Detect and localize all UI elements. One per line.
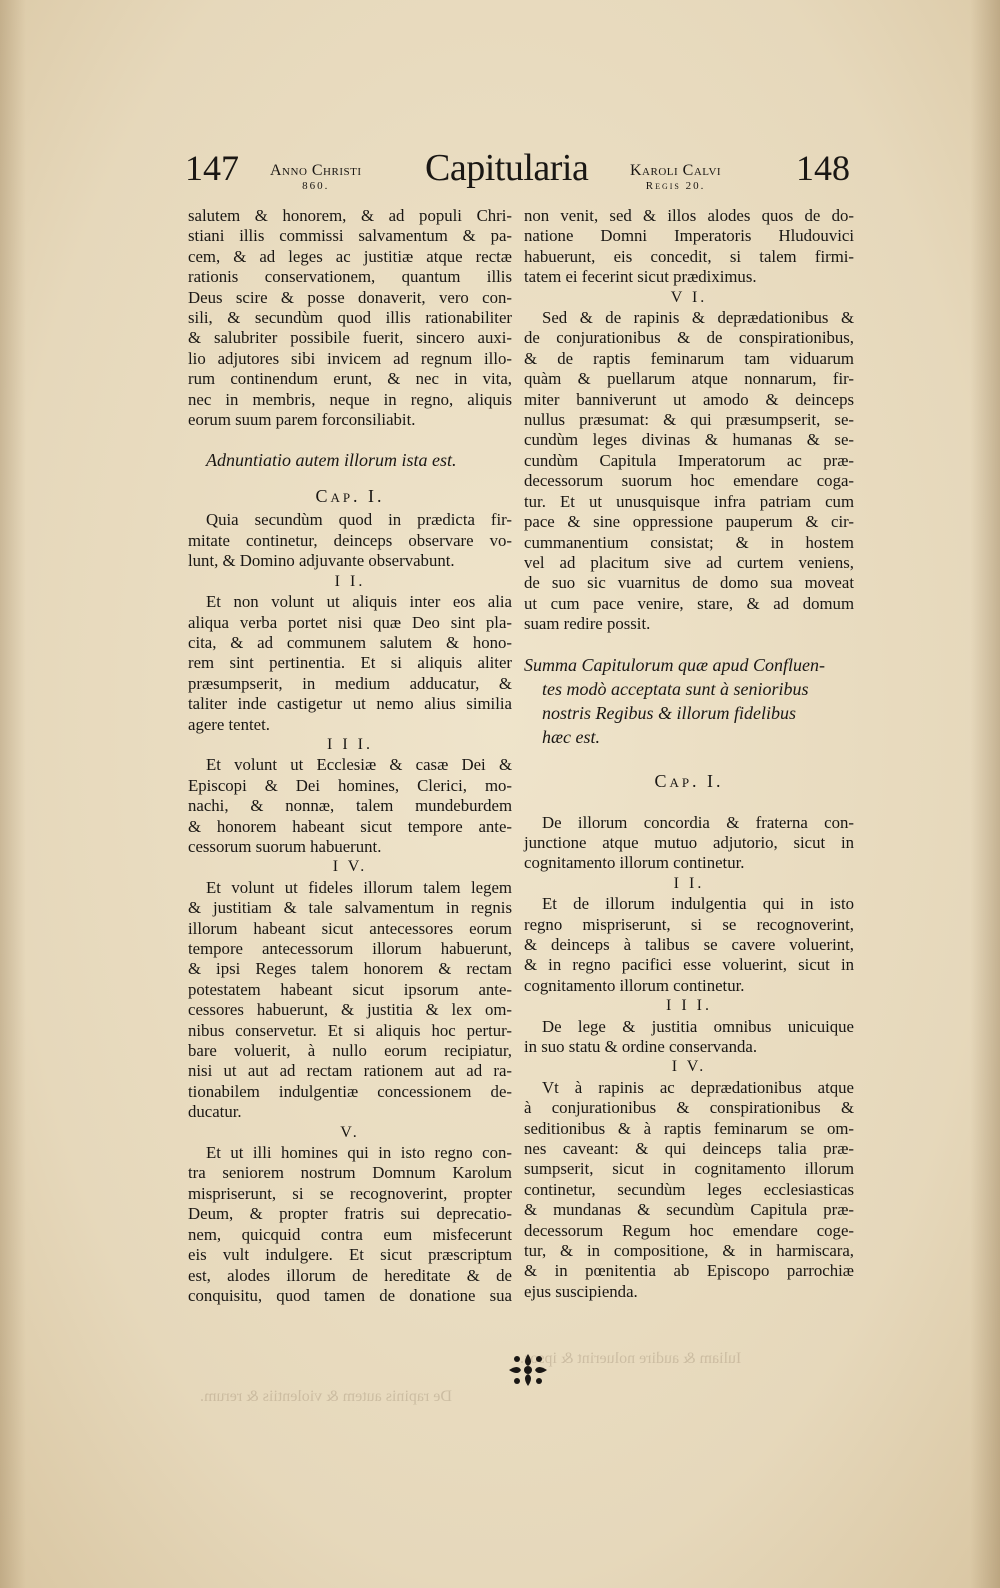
text-line: junctione atque mutuo adjutorio, sicut in bbox=[524, 832, 854, 852]
text-line: cita, & ad communem salutem & hono- bbox=[188, 632, 512, 652]
text-line: & in regno pacifici esse voluerint, sicut in bbox=[524, 955, 854, 975]
text-line: conquisitu, quod tamen de donatione sua bbox=[188, 1285, 512, 1305]
text-line: Vt à rapinis ac deprædationibus atque bbox=[542, 1077, 854, 1097]
page-number-right: 148 bbox=[796, 148, 850, 188]
chapter-numeral: V I. bbox=[670, 288, 708, 306]
paragraph bbox=[524, 813, 854, 874]
paragraph bbox=[188, 510, 512, 571]
text-line: tra seniorem nostrum Domnum Karolum bbox=[188, 1163, 512, 1183]
chapter-numeral: I V. bbox=[332, 858, 368, 876]
text-line: De lege & justitia omnibus unicuique bbox=[542, 1016, 854, 1036]
paragraph bbox=[188, 592, 512, 735]
text-line: pace & sine oppressione pauperum & cir- bbox=[524, 512, 854, 532]
text-line: nullus præsumat: & qui præsumpserit, se- bbox=[524, 410, 854, 430]
text-line: præsumpserit, in medium adducatur, & bbox=[188, 673, 512, 693]
chapter-numeral: V. bbox=[340, 1123, 360, 1141]
paragraph bbox=[188, 878, 512, 1123]
text-line: Deus scire & posse donaverit, vero con- bbox=[188, 287, 512, 307]
text-line: decessorum Regum hoc emendare coge- bbox=[524, 1220, 854, 1240]
chapter-numeral: I I I. bbox=[666, 997, 712, 1015]
text-line: eis vult indulgere. Et sicut præscriptum bbox=[188, 1245, 512, 1265]
text-line: cundùm Capitula Imperatorum ac præ- bbox=[524, 450, 854, 470]
text-line: miter banniverunt ut amodo & deinceps bbox=[524, 389, 854, 409]
text-line: Et ut illi homines qui in isto regno con- bbox=[206, 1143, 512, 1163]
text-line: habuerunt, eis concedit, si talem firmi- bbox=[524, 246, 854, 266]
text-line: De illorum concordia & fraterna con- bbox=[542, 812, 854, 832]
text-line: tatem ei fecerint sicut prædiximus. bbox=[524, 267, 757, 287]
text-line: illorum habeant sicut antecessores eorum bbox=[188, 918, 512, 938]
chapter-heading: Cap. I. bbox=[315, 486, 385, 507]
text-line: sili, & secundùm quod illis rationabiliter bbox=[188, 308, 512, 328]
text-line: cognitamento illorum continetur. bbox=[524, 975, 745, 995]
text-line: nachi, & nonnæ, talem mundeburdem bbox=[188, 796, 512, 816]
text-line: mitate continetur, deinceps observare vo- bbox=[188, 530, 512, 550]
text-line: & deinceps à talibus se cavere voluerint, bbox=[524, 934, 854, 954]
chapter-numeral: I I. bbox=[334, 572, 366, 590]
summary-heading bbox=[524, 653, 854, 749]
paragraph bbox=[188, 755, 512, 857]
text-line: & justitiam & tale salvamentum in regnis bbox=[188, 898, 512, 918]
text-line: tempore antecessorum illorum habuerunt, bbox=[188, 939, 512, 958]
paragraph bbox=[524, 1017, 854, 1058]
paragraph-continuation bbox=[188, 206, 512, 430]
text-line: rem sint pertinentia. Et si aliquis aliter bbox=[188, 653, 512, 673]
bleed-through-text: Iuliam & audire noluerint & ipsos. bbox=[520, 1350, 742, 1367]
text-line: de conjurationibus & de conspirationibus, bbox=[524, 328, 854, 348]
text-line: cessorum suorum habuerunt. bbox=[188, 836, 382, 856]
text-line: vel ad placitum sive ad curtem veniens, bbox=[524, 552, 854, 572]
heading-line: hæc est. bbox=[542, 726, 600, 747]
right-column bbox=[524, 206, 854, 1302]
text-line: & de raptis feminarum tam viduarum bbox=[524, 348, 854, 368]
text-line: bare voluerit, à nullo eorum recipiatur, bbox=[188, 1041, 512, 1061]
heading-line: Summa Capitulorum quæ apud Confluen- bbox=[524, 654, 826, 675]
text-line: Et volunt ut fideles illorum talem legem bbox=[206, 877, 512, 897]
text-line: mispriserunt, si se recognoverint, propter bbox=[188, 1183, 512, 1203]
text-line: cognitamento illorum continetur. bbox=[524, 853, 745, 873]
text-line: nes caveant: & qui deinceps talia præ- bbox=[524, 1139, 854, 1159]
text-line: stiani illis commissi salvamentum & pa- bbox=[188, 226, 512, 246]
text-line: & ipsi Reges talem honorem & rectam bbox=[188, 959, 512, 979]
text-line: cessores habuerunt, & justitia & lex om- bbox=[188, 1000, 512, 1020]
text-line: aliqua verba portet nisi quæ Deo sint pla- bbox=[188, 612, 512, 632]
left-column bbox=[188, 206, 512, 1306]
header-year-value: 860. bbox=[302, 180, 330, 192]
text-line: tur. Et ut unusquisque infra patriam cum bbox=[524, 491, 854, 511]
text-line: salutem & honorem, & ad populi Chri- bbox=[188, 206, 512, 225]
chapter-heading: Cap. I. bbox=[654, 770, 724, 791]
text-line: lio adjutores sibi invicem ad regnum illo- bbox=[188, 348, 512, 368]
header-king-name: Karoli Calvi bbox=[630, 162, 722, 179]
text-line: rum continendum erunt, & nec in vita, bbox=[188, 369, 512, 389]
header-year bbox=[270, 162, 362, 192]
text-line: ejus suscipienda. bbox=[524, 1281, 638, 1301]
text-line: rationis conservationem, quantum illis bbox=[188, 267, 512, 287]
text-line: continetur, secundùm leges ecclesiasticas bbox=[524, 1179, 854, 1199]
text-line: suam redire possit. bbox=[524, 614, 651, 634]
text-line: est, alodes illorum de hereditate & de bbox=[188, 1265, 512, 1285]
paragraph-continuation bbox=[524, 206, 854, 288]
text-line: de suo sic vuarnitus de domo sua moveat bbox=[524, 573, 854, 593]
text-line: & mundanas & secundùm Capitula præ- bbox=[524, 1200, 854, 1220]
text-line: Sed & de rapinis & deprædationibus & bbox=[542, 308, 854, 328]
bleed-through-text: De rapinis autem & violentiis & rerum. bbox=[200, 1388, 452, 1405]
text-line: in suo statu & ordine conservanda. bbox=[524, 1037, 758, 1056]
header-king bbox=[630, 162, 721, 192]
text-line: cem, & ad leges ac justitiæ atque rectæ bbox=[188, 246, 512, 266]
chapter-numeral: I I I. bbox=[327, 735, 373, 753]
text-line: potestatem habeant sicut ipsorum ante- bbox=[188, 979, 512, 999]
text-line: agere tentet. bbox=[188, 714, 270, 734]
text-line: cundùm leges divinas & humanas & se- bbox=[524, 430, 854, 450]
text-line: & salubriter possibile fuerit, sincero auxi- bbox=[188, 328, 512, 348]
page-number-left: 147 bbox=[185, 148, 239, 188]
text-line: à conjurationibus & conspirationibus & bbox=[524, 1098, 854, 1118]
text-line: & in pœnitentia ab Episcopo parrochiæ bbox=[524, 1261, 854, 1281]
text-line: seditionibus & à raptis feminarum se om- bbox=[524, 1118, 854, 1138]
text-line: cummanentium consistat; & in hostem bbox=[524, 532, 854, 552]
chapter-numeral: I I. bbox=[673, 874, 705, 892]
header-year-label: Anno Christi bbox=[270, 162, 362, 179]
text-line: ducatur. bbox=[188, 1102, 242, 1122]
text-line: nisi ut aut ad rectam rationem aut ad ra- bbox=[188, 1061, 512, 1081]
text-line: tur, & in compositione, & in harmiscara, bbox=[524, 1241, 854, 1261]
text-line: nibus conservetur. Et si aliquis hoc pertur- bbox=[188, 1020, 512, 1040]
text-line: eorum suum parem forconsiliabit. bbox=[188, 410, 416, 430]
text-line: non venit, sed & illos alodes quos de do- bbox=[524, 206, 854, 225]
header-king-regnal-year: Regis 20. bbox=[645, 180, 706, 192]
text-line: lunt, & Domino adjuvante observabunt. bbox=[188, 551, 455, 571]
paragraph bbox=[524, 308, 854, 635]
text-line: taliter inde castigetur ut nemo alius similia bbox=[188, 694, 512, 714]
text-line: Quia secundùm quod in prædicta fir- bbox=[206, 510, 512, 530]
paragraph bbox=[188, 1143, 512, 1306]
heading-line: nostris Regibus & illorum fidelibus bbox=[542, 702, 797, 723]
chapter-numeral: I V. bbox=[671, 1058, 707, 1076]
paragraph bbox=[524, 1078, 854, 1302]
paragraph bbox=[524, 894, 854, 996]
text-line: quàm & puellarum atque nonnarum, fir- bbox=[524, 369, 854, 389]
text-line: Episcopi & Dei homines, Clerici, mo- bbox=[188, 775, 512, 795]
text-line: & honorem habeant sicut tempore ante- bbox=[188, 816, 512, 836]
text-line: Et de illorum indulgentia qui in isto bbox=[542, 894, 854, 914]
text-line: nem, quicquid contra eum misfecerunt bbox=[188, 1224, 512, 1244]
text-line: regno mispriserunt, si se recognoverint, bbox=[524, 914, 854, 934]
text-line: natione Domni Imperatoris Hludouvici bbox=[524, 226, 854, 246]
text-line: Deum, & propter fratris sui deprecatio- bbox=[188, 1204, 512, 1224]
text-line: Et volunt ut Ecclesiæ & casæ Dei & bbox=[206, 755, 512, 775]
text-line: tionabilem indulgentiæ concessionem de- bbox=[188, 1081, 512, 1101]
section-heading: Adnuntiatio autem illorum ista est. bbox=[206, 450, 457, 471]
running-header bbox=[185, 148, 850, 200]
text-line: nec in membris, neque in regno, aliquis bbox=[188, 389, 512, 409]
header-title: Capitularia bbox=[425, 147, 589, 189]
heading-line: tes modò acceptata sunt à senioribus bbox=[542, 678, 809, 699]
text-line: sumpserit, sicut in cognitamento illorum bbox=[524, 1159, 854, 1179]
text-line: Et non volunt ut aliquis inter eos alia bbox=[206, 592, 512, 612]
text-line: ut cum pace venire, stare, & ad domum bbox=[524, 593, 854, 613]
text-line: decessorum suorum hoc emendare coga- bbox=[524, 471, 854, 491]
